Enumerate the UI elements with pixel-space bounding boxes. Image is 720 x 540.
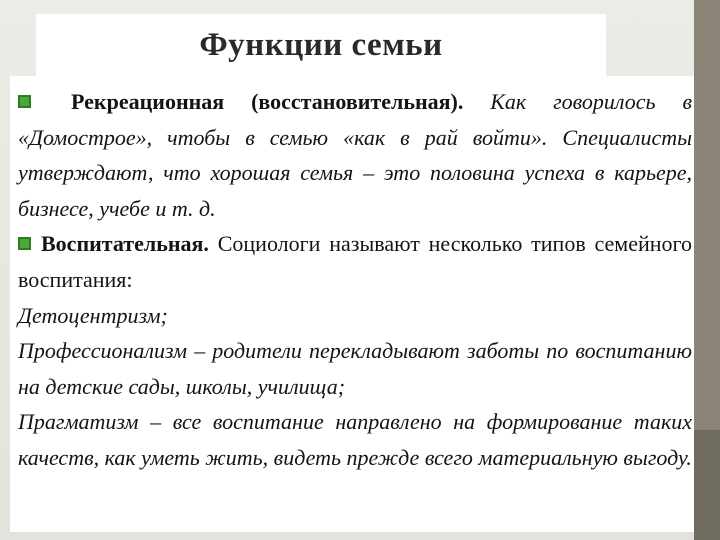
slide-title: Функции семьи — [199, 27, 443, 63]
type-professionalism: Профессионализм – родители перекладывают заботы по воспитанию на детские сады, школы, училища; — [18, 338, 692, 399]
item-recreational — [18, 84, 692, 226]
type-pragmatism: Прагматизм – все воспитание направлено на формирование таких качеств, как уметь жить, видеть прежде всего материальную выгоду. — [18, 409, 692, 470]
right-decorative-bar-accent — [694, 430, 720, 540]
item-text: Как говорилось в «Домострое», чтобы в семью «как в рай войти». Специалисты утверждают, что хорошая семья – это половина успеха в карьере, бизнесе, учебе и т. д. — [18, 89, 692, 221]
checkbox-square-icon — [18, 95, 31, 108]
slide-content — [18, 84, 692, 476]
item-text: Социологи называют несколько типов семейного воспитания: — [18, 231, 693, 292]
item-educational — [18, 226, 692, 297]
checkbox-square-icon — [18, 237, 31, 250]
type-child-centrism: Детоцентризм; — [18, 302, 168, 328]
item-heading: Рекреационная (восстановительная). — [71, 89, 464, 114]
item-heading: Воспитательная. — [41, 231, 209, 257]
